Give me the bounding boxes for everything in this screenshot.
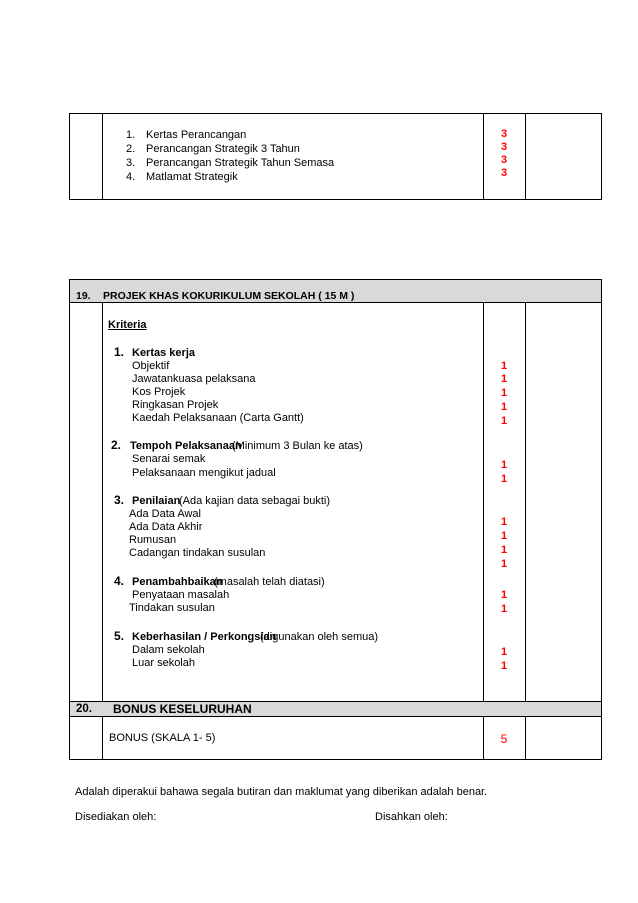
bonus-label: BONUS (SKALA 1- 5) xyxy=(109,732,216,744)
criteria-item: Tindakan susulan xyxy=(129,602,215,614)
group-heading: Penilaian xyxy=(132,495,181,507)
group-note: (digunakan oleh semua) xyxy=(260,631,379,643)
criteria-item: Pelaksanaan mengikut jadual xyxy=(132,467,276,479)
approved-by-label: Disahkan oleh: xyxy=(375,811,448,823)
group-number: 1. xyxy=(114,345,125,359)
bonus-score: 5 xyxy=(500,732,508,746)
prepared-by-label: Disediakan oleh: xyxy=(75,811,157,823)
section-title: BONUS KESELURUHAN xyxy=(113,702,252,716)
section-number: 19. xyxy=(76,290,91,302)
group-heading: Tempoh Pelaksanaan xyxy=(130,440,242,452)
score-value: 1 xyxy=(500,660,508,672)
score-value: 3 xyxy=(500,154,508,166)
score-value: 3 xyxy=(500,167,508,179)
criteria-item: Dalam sekolah xyxy=(132,644,205,656)
criteria-item: Jawatankuasa pelaksana xyxy=(132,373,256,385)
kriteria-label: Kriteria xyxy=(108,319,147,331)
score-value: 1 xyxy=(500,589,508,601)
score-value: 1 xyxy=(500,603,508,615)
criteria-item: Senarai semak xyxy=(132,453,206,465)
group-heading: Penambahbaikan xyxy=(132,576,223,588)
score-value: 1 xyxy=(500,544,508,556)
group-number: 5. xyxy=(114,629,125,643)
section-title: PROJEK KHAS KOKURIKULUM SEKOLAH ( 15 M ) xyxy=(103,290,355,302)
score-value: 1 xyxy=(500,373,508,385)
score-value: 3 xyxy=(500,128,508,140)
criteria-item: Ada Data Awal xyxy=(129,508,201,520)
group-heading: Kertas kerja xyxy=(132,347,195,359)
criteria-item: Objektif xyxy=(132,360,170,372)
item-number: 2. xyxy=(126,143,136,155)
score-value: 1 xyxy=(500,387,508,399)
score-value: 1 xyxy=(500,415,508,427)
score-value: 1 xyxy=(500,360,508,372)
item-number: 1. xyxy=(126,129,136,141)
criteria-item: Penyataan masalah xyxy=(132,589,230,601)
section-number: 20. xyxy=(76,703,92,715)
group-number: 3. xyxy=(114,493,125,507)
item-text: Perancangan Strategik Tahun Semasa xyxy=(146,157,335,169)
declaration-text: Adalah diperakui bahawa segala butiran dan maklumat yang diberikan adalah benar. xyxy=(75,786,488,798)
group-heading: Keberhasilan / Perkongsian xyxy=(132,631,277,643)
criteria-item: Kos Projek xyxy=(132,386,186,398)
score-value: 1 xyxy=(500,401,508,413)
criteria-item: Rumusan xyxy=(129,534,177,546)
criteria-item: Ringkasan Projek xyxy=(132,399,219,411)
group-number: 2. xyxy=(111,438,122,452)
group-number: 4. xyxy=(114,574,125,588)
score-value: 1 xyxy=(500,473,508,485)
group-note: (masalah telah diatasi) xyxy=(214,576,325,588)
criteria-item: Kaedah Pelaksanaan (Carta Gantt) xyxy=(132,412,304,424)
group-note: (Ada kajian data sebagai bukti) xyxy=(179,495,331,507)
item-number: 3. xyxy=(126,157,136,169)
item-text: Kertas Perancangan xyxy=(146,129,247,141)
score-value: 1 xyxy=(500,459,508,471)
group-note: (Minimum 3 Bulan ke atas) xyxy=(232,440,363,452)
score-value: 1 xyxy=(500,516,508,528)
score-value: 1 xyxy=(500,646,508,658)
item-text: Perancangan Strategik 3 Tahun xyxy=(146,143,300,155)
criteria-item: Cadangan tindakan susulan xyxy=(129,547,266,559)
item-text: Matlamat Strategik xyxy=(146,171,238,183)
criteria-item: Ada Data Akhir xyxy=(129,521,203,533)
item-number: 4. xyxy=(126,171,136,183)
criteria-item: Luar sekolah xyxy=(132,657,195,669)
score-value: 1 xyxy=(500,530,508,542)
score-value: 3 xyxy=(500,141,508,153)
score-value: 1 xyxy=(500,558,508,570)
